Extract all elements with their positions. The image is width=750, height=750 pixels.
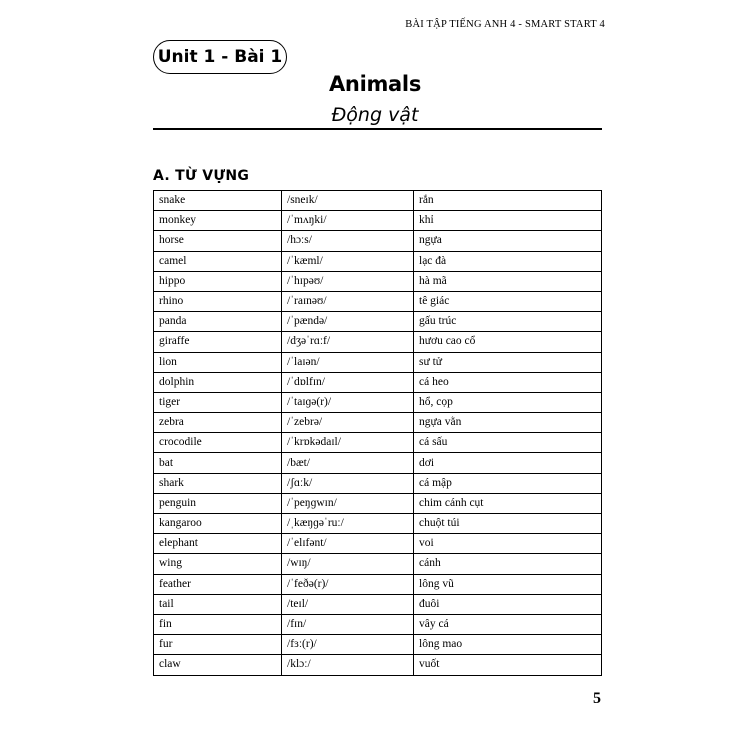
- vocab-ipa: /ˈhɪpəʊ/: [282, 271, 414, 291]
- table-row: [154, 635, 602, 655]
- vocab-ipa: /ˈelɪfənt/: [282, 534, 414, 554]
- vocab-word: dolphin: [154, 372, 282, 392]
- vocab-ipa: /ˈdɒlfɪn/: [282, 372, 414, 392]
- vocab-word: zebra: [154, 413, 282, 433]
- table-row: [154, 574, 602, 594]
- vocabulary-table-body: [154, 191, 602, 676]
- vocab-word: wing: [154, 554, 282, 574]
- table-row: [154, 372, 602, 392]
- vocab-word: feather: [154, 574, 282, 594]
- page-number: 5: [593, 690, 601, 707]
- table-row: [154, 453, 602, 473]
- vocab-word: fur: [154, 635, 282, 655]
- vocab-ipa: /ˈlaɪən/: [282, 352, 414, 372]
- vocab-meaning: lạc đà: [414, 251, 602, 271]
- unit-badge: Unit 1 - Bài 1: [153, 40, 287, 74]
- vocab-meaning: ngựa: [414, 231, 602, 251]
- table-row: [154, 231, 602, 251]
- vocab-meaning: cá sấu: [414, 433, 602, 453]
- vocab-word: lion: [154, 352, 282, 372]
- table-row: [154, 191, 602, 211]
- table-row: [154, 534, 602, 554]
- vocab-meaning: cá mập: [414, 473, 602, 493]
- vocab-meaning: khỉ: [414, 211, 602, 231]
- vocab-meaning: tê giác: [414, 291, 602, 311]
- table-row: [154, 594, 602, 614]
- vocab-ipa: /ˈpændə/: [282, 312, 414, 332]
- vocab-word: monkey: [154, 211, 282, 231]
- vocab-ipa: /ˈkrɒkədaɪl/: [282, 433, 414, 453]
- vocab-word: fin: [154, 614, 282, 634]
- vocab-word: penguin: [154, 493, 282, 513]
- vocab-ipa: /ˈzebrə/: [282, 413, 414, 433]
- table-row: [154, 312, 602, 332]
- vocab-ipa: /ˈtaɪɡə(r)/: [282, 392, 414, 412]
- table-row: [154, 614, 602, 634]
- vocab-ipa: /ʃɑːk/: [282, 473, 414, 493]
- vocab-ipa: /sneɪk/: [282, 191, 414, 211]
- vocab-word: kangaroo: [154, 514, 282, 534]
- table-row: [154, 493, 602, 513]
- table-row: [154, 473, 602, 493]
- vocab-word: elephant: [154, 534, 282, 554]
- vocab-ipa: /ˈkæml/: [282, 251, 414, 271]
- vocab-ipa: /ˈraɪnəʊ/: [282, 291, 414, 311]
- vocab-ipa: /wɪŋ/: [282, 554, 414, 574]
- vocab-word: tiger: [154, 392, 282, 412]
- vocab-meaning: lông mao: [414, 635, 602, 655]
- table-row: [154, 352, 602, 372]
- vocab-meaning: hà mã: [414, 271, 602, 291]
- vocab-ipa: /bæt/: [282, 453, 414, 473]
- table-row: [154, 392, 602, 412]
- vocab-ipa: /ˈpeŋɡwɪn/: [282, 493, 414, 513]
- vocab-word: giraffe: [154, 332, 282, 352]
- vocab-meaning: gấu trúc: [414, 312, 602, 332]
- vocab-word: shark: [154, 473, 282, 493]
- vocab-word: claw: [154, 655, 282, 675]
- table-row: [154, 514, 602, 534]
- vocab-word: tail: [154, 594, 282, 614]
- vocab-meaning: hổ, cọp: [414, 392, 602, 412]
- vocab-word: panda: [154, 312, 282, 332]
- vocab-meaning: cánh: [414, 554, 602, 574]
- vocab-meaning: rắn: [414, 191, 602, 211]
- vocab-word: snake: [154, 191, 282, 211]
- table-row: [154, 554, 602, 574]
- page-subtitle: Động vật: [331, 104, 419, 126]
- vocab-meaning: lông vũ: [414, 574, 602, 594]
- vocab-meaning: sư tử: [414, 352, 602, 372]
- vocab-word: horse: [154, 231, 282, 251]
- vocab-meaning: cá heo: [414, 372, 602, 392]
- vocab-ipa: /teɪl/: [282, 594, 414, 614]
- section-heading-vocabulary: A. TỪ VỰNG: [153, 168, 250, 184]
- table-row: [154, 211, 602, 231]
- vocab-word: camel: [154, 251, 282, 271]
- table-row: [154, 271, 602, 291]
- vocab-ipa: /ˈmʌŋki/: [282, 211, 414, 231]
- vocab-word: rhino: [154, 291, 282, 311]
- vocab-ipa: /ˈfeðə(r)/: [282, 574, 414, 594]
- table-row: [154, 251, 602, 271]
- table-row: [154, 433, 602, 453]
- vocab-word: crocodile: [154, 433, 282, 453]
- table-row: [154, 655, 602, 675]
- vocab-ipa: /fɪn/: [282, 614, 414, 634]
- vocab-meaning: chim cánh cụt: [414, 493, 602, 513]
- vocab-meaning: voi: [414, 534, 602, 554]
- table-row: [154, 413, 602, 433]
- vocab-word: bat: [154, 453, 282, 473]
- vocab-meaning: hươu cao cổ: [414, 332, 602, 352]
- vocab-meaning: vây cá: [414, 614, 602, 634]
- vocab-meaning: ngựa vằn: [414, 413, 602, 433]
- table-row: [154, 332, 602, 352]
- vocabulary-table: [153, 190, 602, 676]
- vocab-meaning: đuôi: [414, 594, 602, 614]
- vocab-ipa: /dʒəˈrɑːf/: [282, 332, 414, 352]
- vocab-meaning: chuột túi: [414, 514, 602, 534]
- table-row: [154, 291, 602, 311]
- title-divider: [153, 128, 602, 130]
- vocab-ipa: /fɜː(r)/: [282, 635, 414, 655]
- vocab-ipa: /klɔː/: [282, 655, 414, 675]
- vocab-meaning: dơi: [414, 453, 602, 473]
- vocab-meaning: vuốt: [414, 655, 602, 675]
- vocab-ipa: /ˌkæŋɡəˈruː/: [282, 514, 414, 534]
- page-title: Animals: [328, 72, 422, 96]
- vocab-word: hippo: [154, 271, 282, 291]
- running-header: BÀI TẬP TIẾNG ANH 4 - SMART START 4: [405, 19, 605, 30]
- vocab-ipa: /hɔːs/: [282, 231, 414, 251]
